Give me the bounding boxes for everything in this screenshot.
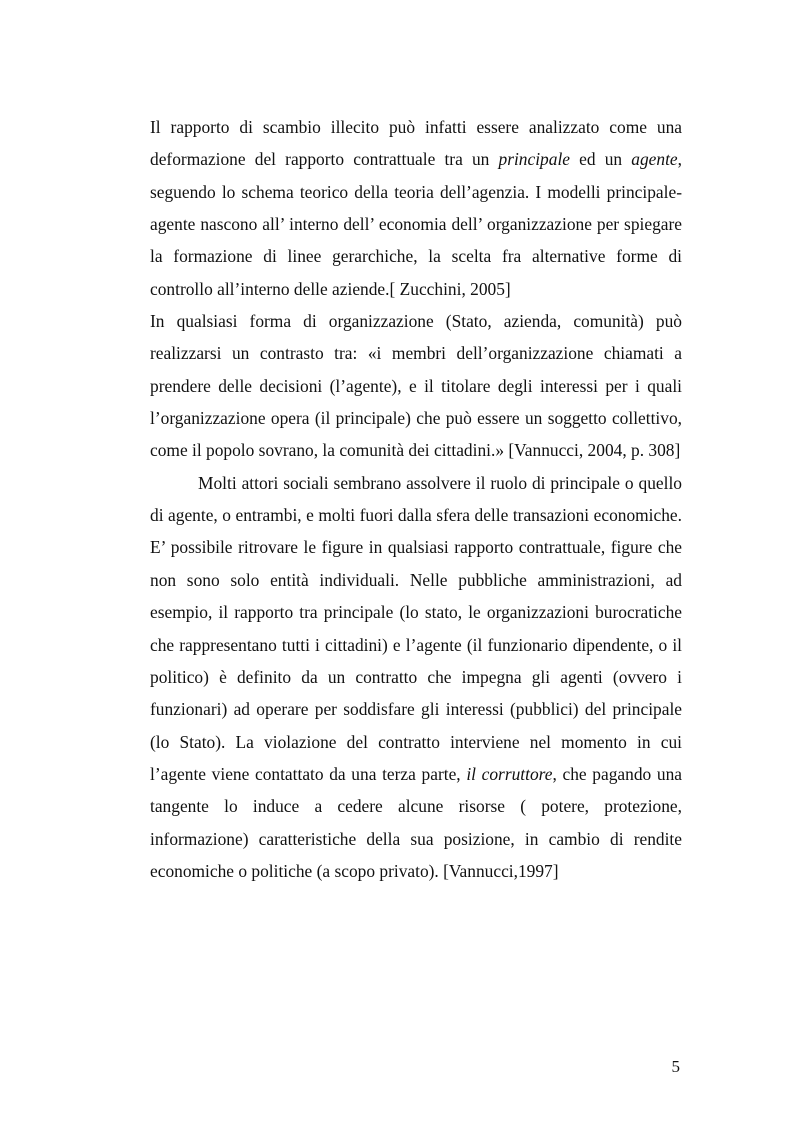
paragraph-social-actors [150,467,682,887]
text-run: , seguendo lo schema teorico della teoria dell’agenzia. I modelli principale-agente nascono all’ interno dell’ economia dell’ organizzazione per spiegare la formazione di linee gerarchiche, la scelta fra alternative forme di controllo all’interno delle aziende.[ Zucchini, 2005] [150,149,682,299]
italic-term-principale: principale [498,149,570,170]
text-run: , che pagando una tangente lo induce a cedere alcune risorse ( potere, protezione, informazione) caratteristiche della sua posizione, in cambio di rendite economiche o politiche (a scopo privato). [Vannucci,1997] [150,763,683,881]
page-number: 5 [671,1057,680,1076]
paragraph-organization-contrast [150,305,682,467]
text-run: ed un [570,149,632,170]
body-text [150,111,682,887]
italic-term-corruttore: il corruttore [466,763,553,784]
italic-term-agente: agente [631,149,678,170]
text-run: In qualsiasi forma di organizzazione (Stato, azienda, comunità) può realizzarsi un contrasto tra: «i membri dell’organizzazione chiamati a prendere delle decisioni (l’agente), e il titolare degli interessi per i quali l’organizzazione opera (il principale) che può essere un soggetto collettivo, come il popolo sovrano, la comunità dei cittadini.» [Vannucci, 2004, p. 308] [150,311,682,461]
text-run: Il rapporto di scambio illecito può infatti essere analizzato come una deformazione del rapporto contrattuale tra un [150,117,682,170]
text-run: Molti attori sociali sembrano assolvere il ruolo di principale o quello di agente, o entrambi, e molti fuori dalla sfera delle transazioni economiche. E’ possibile ritrovare le figure in qualsiasi rapporto contrattuale, figure che non sono solo entità individuali. Nelle pubbliche amministrazioni, ad esempio, il rapporto tra principale (lo stato, le organizzazioni burocratiche che rappresentano tutti i cittadini) e l’agente (il funzionario dipendente, o il politico) è definito da un contratto che impegna gli agenti (ovvero i funzionari) ad operare per soddisfare gli interessi (pubblici) del principale (lo Stato). La violazione del contratto interviene nel momento in cui l’agente viene contattato da una terza parte, [150,472,682,784]
paragraph-principal-agent [150,111,682,305]
